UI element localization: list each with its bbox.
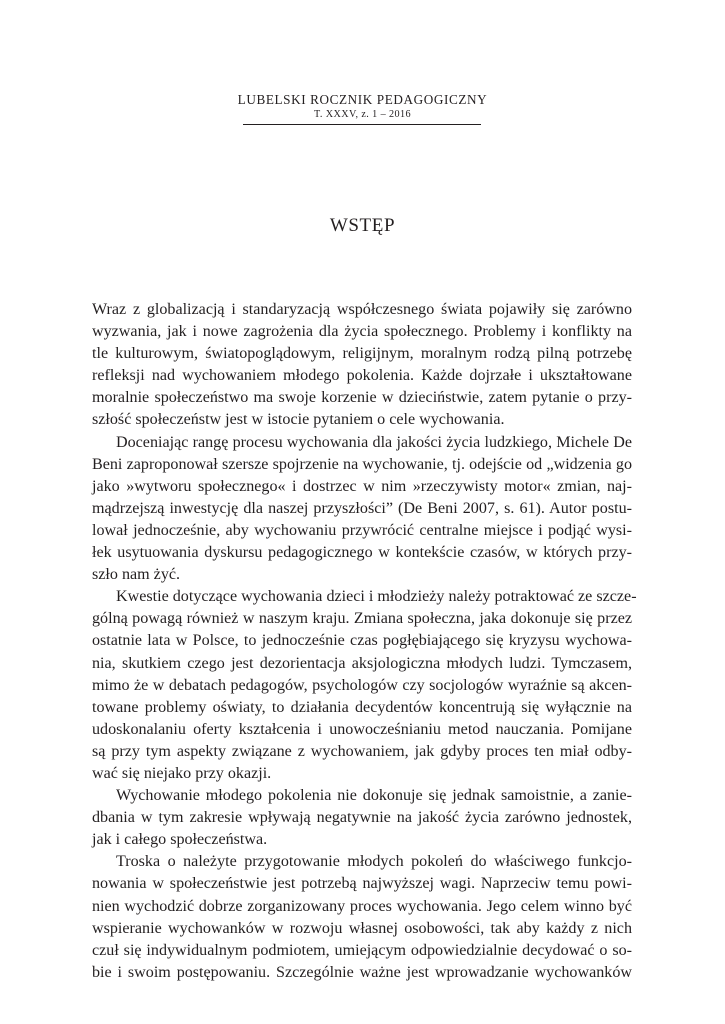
text-line: wyzwania, jak i nowe zagrożenia dla życia społecznego. Problemy i konflikty na [92, 323, 632, 341]
text-line: wspieranie wychowanków w rozwoju własnej osobowości, tak aby każdy z nich [92, 919, 632, 937]
journal-title: LUBELSKI ROCZNIK PEDAGOGICZNY [237, 92, 488, 107]
paragraph [92, 299, 632, 432]
text-line: jak i całego społeczeństwa. [92, 831, 268, 849]
text-line: gólną powagą również w naszym kraju. Zmiana społeczna, jaka dokonuje się przez [92, 610, 632, 628]
text-line: łek usytuowania dyskursu pedagogicznego w kontekście czasów, w których przy- [92, 544, 632, 562]
text-line: szłość społeczeństw jest w istocie pytaniem o cele wychowania. [92, 411, 505, 429]
text-line: jako »wytworu społecznego« i dostrzec w nim »rzeczywisty motor« zmian, naj- [92, 477, 632, 495]
text-line: refleksji nad wychowaniem młodego pokolenia. Każde dojrzałe i ukształtowane [92, 367, 632, 385]
text-line: są przy tym aspekty związane z wychowaniem, jak gdyby proces ten miał odby- [92, 742, 632, 760]
text-line: udoskonalaniu oferty kształcenia i unowocześnianiu metod nauczania. Pomijane [92, 720, 632, 738]
text-line: szło nam żyć. [92, 566, 181, 584]
text-line: Troska o należyte przygotowanie młodych pokoleń do właściwego funkcjo- [116, 853, 632, 871]
running-head [0, 92, 725, 121]
text-line: moralnie społeczeństwo ma swoje korzenie w dzieciństwie, zatem pytanie o przy- [92, 389, 632, 407]
text-line: Wychowanie młodego pokolenia nie dokonuje się jednak samoistnie, a zanie- [116, 787, 632, 805]
text-line: mądrzejszą inwestycję dla naszej przyszłości” (De Beni 2007, s. 61). Autor postu- [92, 499, 632, 517]
paragraph [92, 432, 632, 587]
body-text [92, 299, 637, 984]
text-line: bie i swoim postępowaniu. Szczególnie ważne jest wprowadzanie wychowanków [92, 963, 632, 981]
text-line: nien wychodzić dobrze zorganizowany proces wychowania. Jego celem winno być [92, 897, 632, 915]
text-line: Kwestie dotyczące wychowania dzieci i młodzieży należy potraktować ze szcze- [116, 588, 637, 606]
text-line: dbania w tym zakresie wpływają negatywnie na jakość życia zarówno jednostek, [92, 809, 632, 827]
text-line: czuł się indywidualnym podmiotem, umiejącym odpowiedzialnie decydować o so- [92, 941, 632, 959]
text-line: ostatnie lata w Polsce, to jednocześnie czas pogłębiającego się kryzysu wychowa- [92, 632, 632, 650]
text-line: Beni zaproponował szersze spojrzenie na wychowanie, tj. odejście od „widzenia go [92, 455, 632, 473]
text-line: tle kulturowym, światopoglądowym, religijnym, moralnym rodzą pilną potrzebę [92, 345, 632, 363]
text-line: Wraz z globalizacją i standaryzacją współczesnego świata pojawiły się zarówno [92, 301, 632, 318]
paragraph [92, 586, 637, 785]
section-title: WSTĘP [329, 215, 396, 236]
paragraph [92, 785, 632, 851]
text-line: wać się niejako przy okazji. [92, 764, 272, 782]
header-rule [243, 124, 481, 125]
paragraph [92, 851, 632, 984]
text-line: nowania w społeczeństwie jest potrzebą najwyższej wagi. Naprzeciw temu powi- [92, 875, 632, 893]
journal-volume: T. XXXV, z. 1 – 2016 [313, 109, 412, 120]
text-line: mimo że w debatach pedagogów, psychologów czy socjologów wyraźnie są akcen- [92, 676, 632, 694]
text-line: towane problemy oświaty, to działania decydentów koncentrują się wyłącznie na [92, 698, 632, 716]
text-line: lował jednocześnie, aby wychowaniu przywrócić centralne miejsce i podjąć wysi- [92, 521, 632, 539]
text-line: nia, skutkiem czego jest dezorientacja aksjologiczna młodych ludzi. Tymczasem, [92, 654, 632, 672]
text-line: Doceniając rangę procesu wychowania dla jakości życia ludzkiego, Michele De [116, 433, 632, 451]
